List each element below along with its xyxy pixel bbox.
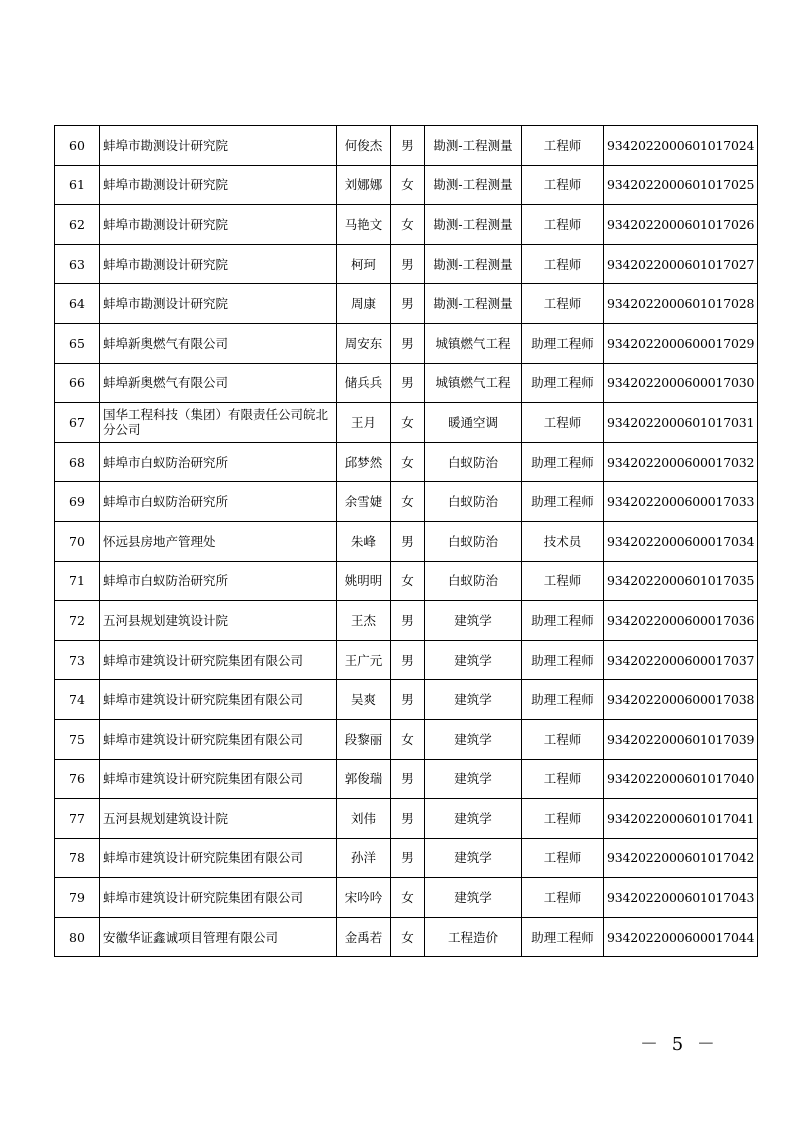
sex-cell: 男 [391,323,425,363]
table-body [55,126,758,957]
major-cell: 建筑学 [425,640,522,680]
table-row [55,838,758,878]
major-cell: 建筑学 [425,719,522,759]
unit-cell: 蚌埠市建筑设计研究院集团有限公司 [100,719,337,759]
sex-cell: 男 [391,680,425,720]
certificate-number-cell: 9342022000600017044 [604,917,758,957]
table-row [55,878,758,918]
table-row [55,680,758,720]
certificate-number-cell: 9342022000600017029 [604,323,758,363]
table-row [55,561,758,601]
certificate-number-cell: 9342022000601017041 [604,799,758,839]
major-cell: 勘测-工程测量 [425,165,522,205]
table-row [55,917,758,957]
major-cell: 城镇燃气工程 [425,363,522,403]
sex-cell: 男 [391,838,425,878]
table-row [55,442,758,482]
certificate-number-cell: 9342022000601017026 [604,205,758,245]
serial-number-cell: 63 [55,244,100,284]
major-cell: 勘测-工程测量 [425,205,522,245]
certificate-number-cell: 9342022000600017037 [604,640,758,680]
title-cell: 助理工程师 [522,363,604,403]
serial-number-cell: 73 [55,640,100,680]
table-row [55,601,758,641]
table-row [55,363,758,403]
name-cell: 邱梦然 [337,442,391,482]
certificate-number-cell: 9342022000601017043 [604,878,758,918]
certificate-number-cell: 9342022000601017027 [604,244,758,284]
name-cell: 王广元 [337,640,391,680]
name-cell: 柯珂 [337,244,391,284]
serial-number-cell: 70 [55,521,100,561]
unit-cell: 五河县规划建筑设计院 [100,799,337,839]
certificate-number-cell: 9342022000600017030 [604,363,758,403]
name-cell: 段黎丽 [337,719,391,759]
serial-number-cell: 60 [55,126,100,166]
serial-number-cell: 67 [55,403,100,443]
name-cell: 周康 [337,284,391,324]
serial-number-cell: 79 [55,878,100,918]
table-row [55,126,758,166]
title-cell: 工程师 [522,205,604,245]
name-cell: 姚明明 [337,561,391,601]
serial-number-cell: 76 [55,759,100,799]
sex-cell: 男 [391,126,425,166]
serial-number-cell: 80 [55,917,100,957]
sex-cell: 男 [391,640,425,680]
major-cell: 建筑学 [425,680,522,720]
title-cell: 工程师 [522,719,604,759]
name-cell: 余雪婕 [337,482,391,522]
title-cell: 助理工程师 [522,442,604,482]
major-cell: 勘测-工程测量 [425,126,522,166]
unit-cell: 怀远县房地产管理处 [100,521,337,561]
major-cell: 暖通空调 [425,403,522,443]
major-cell: 白蚁防治 [425,561,522,601]
unit-cell: 蚌埠市勘测设计研究院 [100,284,337,324]
major-cell: 白蚁防治 [425,482,522,522]
sex-cell: 女 [391,561,425,601]
title-cell: 工程师 [522,284,604,324]
unit-cell: 蚌埠市勘测设计研究院 [100,244,337,284]
unit-cell: 蚌埠市建筑设计研究院集团有限公司 [100,838,337,878]
name-cell: 郭俊瑞 [337,759,391,799]
table-row [55,719,758,759]
table-row [55,482,758,522]
serial-number-cell: 61 [55,165,100,205]
serial-number-cell: 65 [55,323,100,363]
table-row [55,403,758,443]
table-row [55,244,758,284]
sex-cell: 男 [391,799,425,839]
certificate-number-cell: 9342022000601017031 [604,403,758,443]
table-row [55,799,758,839]
serial-number-cell: 72 [55,601,100,641]
major-cell: 工程造价 [425,917,522,957]
table-row [55,205,758,245]
serial-number-cell: 74 [55,680,100,720]
name-cell: 储兵兵 [337,363,391,403]
certificate-number-cell: 9342022000600017033 [604,482,758,522]
sex-cell: 男 [391,521,425,561]
certificate-number-cell: 9342022000601017035 [604,561,758,601]
major-cell: 建筑学 [425,838,522,878]
unit-cell: 蚌埠新奥燃气有限公司 [100,363,337,403]
unit-cell: 蚌埠市勘测设计研究院 [100,126,337,166]
personnel-table [54,125,758,957]
serial-number-cell: 68 [55,442,100,482]
unit-cell: 蚌埠市建筑设计研究院集团有限公司 [100,680,337,720]
unit-cell: 五河县规划建筑设计院 [100,601,337,641]
serial-number-cell: 69 [55,482,100,522]
title-cell: 助理工程师 [522,640,604,680]
title-cell: 工程师 [522,403,604,443]
name-cell: 马艳文 [337,205,391,245]
title-cell: 技术员 [522,521,604,561]
title-cell: 助理工程师 [522,917,604,957]
title-cell: 工程师 [522,126,604,166]
title-cell: 工程师 [522,759,604,799]
name-cell: 何俊杰 [337,126,391,166]
name-cell: 朱峰 [337,521,391,561]
sex-cell: 女 [391,165,425,205]
title-cell: 工程师 [522,838,604,878]
serial-number-cell: 64 [55,284,100,324]
sex-cell: 女 [391,878,425,918]
serial-number-cell: 78 [55,838,100,878]
unit-cell: 蚌埠市白蚁防治研究所 [100,442,337,482]
unit-cell: 蚌埠新奥燃气有限公司 [100,323,337,363]
unit-cell: 蚌埠市建筑设计研究院集团有限公司 [100,759,337,799]
table-row [55,759,758,799]
title-cell: 助理工程师 [522,601,604,641]
name-cell: 刘娜娜 [337,165,391,205]
sex-cell: 男 [391,284,425,324]
sex-cell: 女 [391,719,425,759]
page-number: － 5 － [640,1034,719,1055]
major-cell: 勘测-工程测量 [425,244,522,284]
unit-cell: 蚌埠市白蚁防治研究所 [100,482,337,522]
serial-number-cell: 71 [55,561,100,601]
sex-cell: 女 [391,482,425,522]
name-cell: 宋吟吟 [337,878,391,918]
title-cell: 助理工程师 [522,323,604,363]
name-cell: 刘伟 [337,799,391,839]
unit-cell: 蚌埠市白蚁防治研究所 [100,561,337,601]
table-row [55,323,758,363]
certificate-number-cell: 9342022000601017024 [604,126,758,166]
table-row [55,165,758,205]
serial-number-cell: 77 [55,799,100,839]
certificate-number-cell: 9342022000600017038 [604,680,758,720]
title-cell: 工程师 [522,561,604,601]
sex-cell: 女 [391,403,425,443]
certificate-number-cell: 9342022000601017028 [604,284,758,324]
major-cell: 建筑学 [425,759,522,799]
unit-cell: 蚌埠市勘测设计研究院 [100,205,337,245]
certificate-number-cell: 9342022000600017036 [604,601,758,641]
sex-cell: 男 [391,363,425,403]
certificate-number-cell: 9342022000601017042 [604,838,758,878]
title-cell: 工程师 [522,244,604,284]
title-cell: 工程师 [522,165,604,205]
name-cell: 孙洋 [337,838,391,878]
sex-cell: 男 [391,759,425,799]
certificate-number-cell: 9342022000601017040 [604,759,758,799]
sex-cell: 男 [391,244,425,284]
title-cell: 助理工程师 [522,482,604,522]
unit-cell: 安徽华证鑫诚项目管理有限公司 [100,917,337,957]
serial-number-cell: 75 [55,719,100,759]
title-cell: 工程师 [522,799,604,839]
unit-cell: 蚌埠市勘测设计研究院 [100,165,337,205]
sex-cell: 女 [391,205,425,245]
major-cell: 白蚁防治 [425,442,522,482]
name-cell: 吴爽 [337,680,391,720]
serial-number-cell: 66 [55,363,100,403]
name-cell: 金禹若 [337,917,391,957]
name-cell: 周安东 [337,323,391,363]
certificate-number-cell: 9342022000601017039 [604,719,758,759]
major-cell: 勘测-工程测量 [425,284,522,324]
unit-cell: 蚌埠市建筑设计研究院集团有限公司 [100,878,337,918]
certificate-number-cell: 9342022000600017034 [604,521,758,561]
major-cell: 建筑学 [425,601,522,641]
major-cell: 城镇燃气工程 [425,323,522,363]
serial-number-cell: 62 [55,205,100,245]
major-cell: 建筑学 [425,799,522,839]
name-cell: 王杰 [337,601,391,641]
table-row [55,284,758,324]
title-cell: 助理工程师 [522,680,604,720]
certificate-number-cell: 9342022000600017032 [604,442,758,482]
certificate-number-cell: 9342022000601017025 [604,165,758,205]
unit-cell: 国华工程科技（集团）有限责任公司皖北分公司 [100,403,337,443]
unit-cell: 蚌埠市建筑设计研究院集团有限公司 [100,640,337,680]
table-row [55,640,758,680]
major-cell: 白蚁防治 [425,521,522,561]
major-cell: 建筑学 [425,878,522,918]
sex-cell: 女 [391,442,425,482]
title-cell: 工程师 [522,878,604,918]
sex-cell: 女 [391,917,425,957]
table-row [55,521,758,561]
name-cell: 王月 [337,403,391,443]
sex-cell: 男 [391,601,425,641]
